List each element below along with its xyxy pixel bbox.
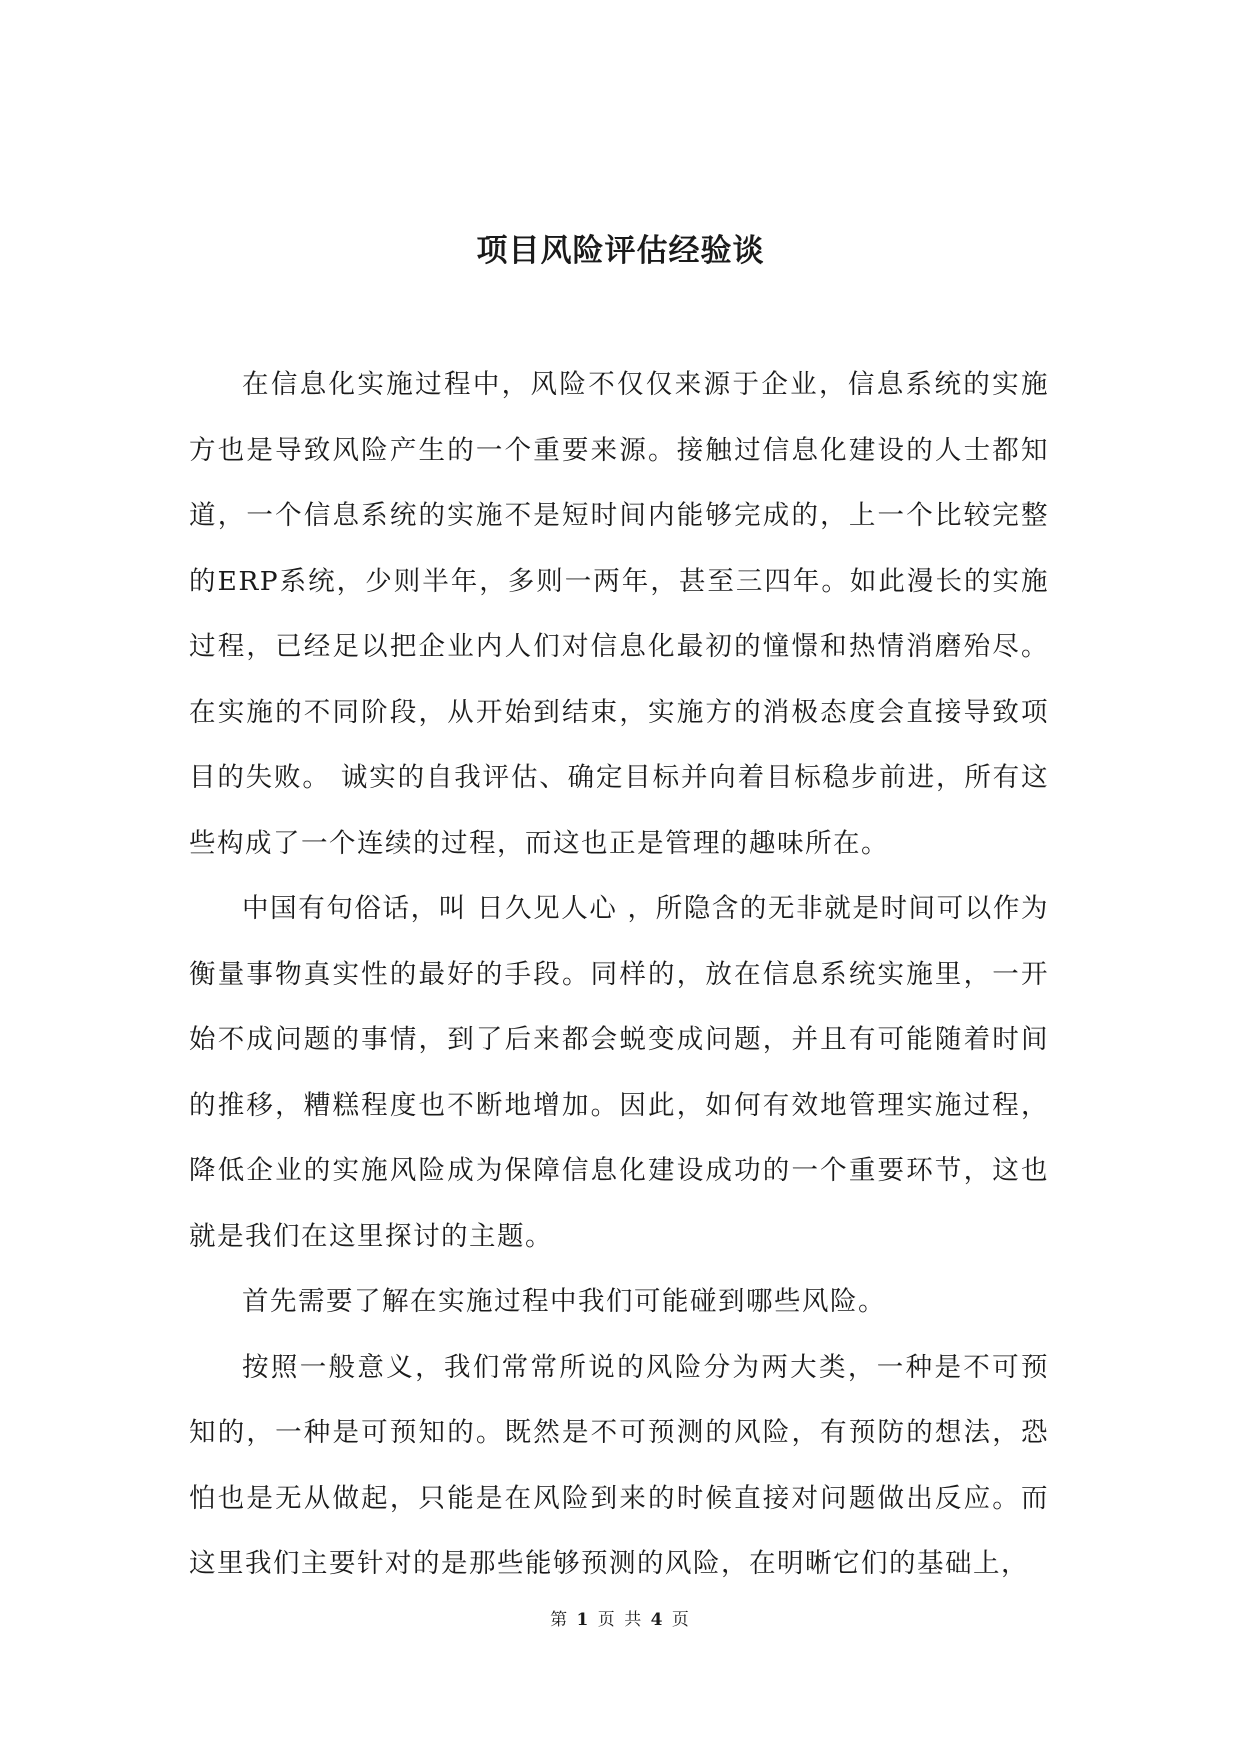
total-page-count: 4 <box>650 1610 665 1630</box>
paragraph: 首先需要了解在实施过程中我们可能碰到哪些风险。 <box>242 1286 886 1317</box>
paragraph: 中国有句俗话，叫 日久见人心 ，所隐含的无非就是时间可以作为衡量事物真实性的最好的手段。同样的，放在信息系统实施里，一开始不成问题的事情，到了后来都会蜕变成问题，并且有可能随着时间的推移，糟糕程度也不断地增加。因此，如何有效地管理实施过程，降低企业的实施风险成为保障信息化建设成功的一个重要环节，这也就是我们在这里探讨的主题。 <box>189 893 1049 1252</box>
current-page-number: 1 <box>576 1610 591 1630</box>
footer-prefix: 第 <box>550 1610 570 1630</box>
page-footer <box>0 1605 1241 1630</box>
document-title: 项目风险评估经验谈 <box>476 233 765 269</box>
footer-suffix: 页 <box>671 1610 691 1630</box>
document-body <box>189 352 1049 1597</box>
paragraph: 按照一般意义，我们常常所说的风险分为两大类，一种是不可预知的，一种是可预知的。既然是不可预测的风险，有预防的想法，恐怕也是无从做起，只能是在风险到来的时候直接对问题做出反应。而这里我们主要针对的是那些能够预测的风险，在明晰它们的基础上， <box>189 1351 1049 1579</box>
footer-middle: 页 共 <box>597 1610 644 1630</box>
paragraph: 在信息化实施过程中，风险不仅仅来源于企业，信息系统的实施方也是导致风险产生的一个重要来源。接触过信息化建设的人士都知道，一个信息系统的实施不是短时间内能够完成的，上一个比较完整的ERP系统，少则半年，多则一两年，甚至三四年。如此漫长的实施过程，已经足以把企业内人们对信息化最初的憧憬和热情消磨殆尽。在实施的不同阶段，从开始到结束，实施方的消极态度会直接导致项目的失败。 诚实的自我评估、确定目标并向着目标稳步前进，所有这些构成了一个连续的过程，而这也正是管理的趣味所在。 <box>189 369 1049 859</box>
